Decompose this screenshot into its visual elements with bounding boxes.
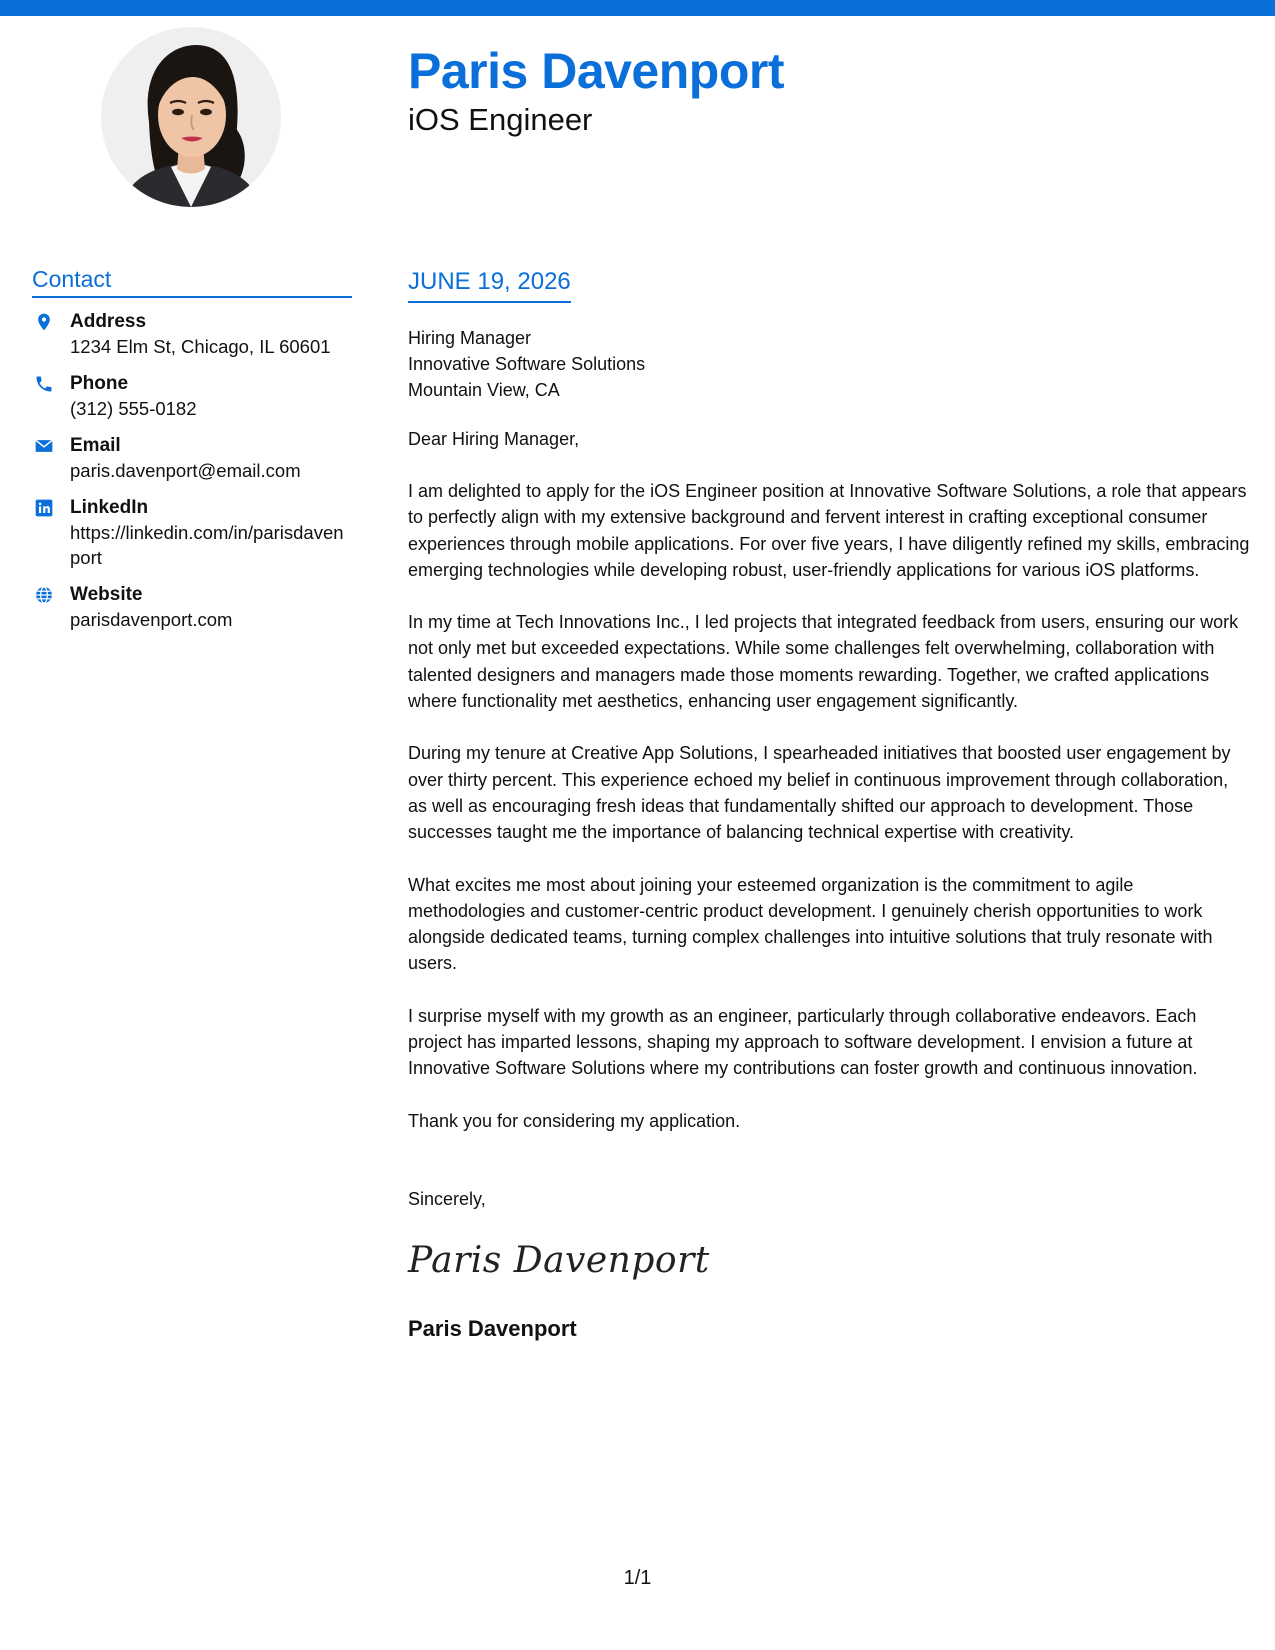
linkedin-value[interactable]: https://linkedin.com/in/parisdavenport bbox=[70, 522, 344, 568]
linkedin-icon bbox=[34, 498, 54, 518]
website-label: Website bbox=[70, 584, 143, 605]
body-paragraph: I am delighted to apply for the iOS Engineer position at Innovative Software Solutions, a role that appears to perfectly align with my extensive background and fervent interest in crafting exceptional consumer experiences through mobile applications. For over five years, I have diligently refined my skills, embracing emerging technologies while developing robust, user-friendly applications for various iOS platforms. bbox=[408, 481, 1250, 580]
map-pin-icon bbox=[34, 312, 54, 332]
contact-website bbox=[32, 583, 352, 632]
handwritten-signature: Paris Davenport bbox=[408, 1239, 710, 1281]
page-number: 1/1 bbox=[623, 1567, 652, 1589]
profile-photo bbox=[101, 27, 281, 207]
contact-heading: Contact bbox=[32, 266, 352, 298]
applicant-name: Paris Davenport bbox=[408, 43, 784, 99]
body-paragraph: In my time at Tech Innovations Inc., I led projects that integrated feedback from users, ensuring our work not only met but exceeded expectations. While some challenges felt overwhelming, collaboration with talented designers and managers made those moments rewarding. Together, we crafted applications where functionality met aesthetics, enhancing user engagement significantly. bbox=[408, 612, 1239, 712]
contact-email bbox=[32, 434, 352, 483]
phone-label: Phone bbox=[70, 373, 129, 394]
phone-icon bbox=[34, 374, 54, 394]
email-label: Email bbox=[70, 435, 121, 456]
address-label: Address bbox=[70, 311, 147, 332]
contact-linkedin bbox=[32, 496, 352, 570]
letter-body bbox=[408, 268, 1250, 1342]
body-paragraph: Thank you for considering my application. bbox=[408, 1110, 741, 1131]
email-value[interactable]: paris.davenport@email.com bbox=[70, 460, 301, 481]
letter-date: JUNE 19, 2026 bbox=[408, 268, 571, 303]
address-value: 1234 Elm St, Chicago, IL 60601 bbox=[70, 336, 331, 357]
job-title: iOS Engineer bbox=[408, 102, 593, 137]
body-paragraph: I surprise myself with my growth as an engineer, particularly through collaborative endeavors. Each project has imparted lessons, shaping my approach to software development. I envision a future at Innovative Software Solutions where my contributions can foster growth and continuous innovation. bbox=[408, 1005, 1198, 1079]
contact-phone bbox=[32, 372, 352, 421]
contact-sidebar bbox=[32, 266, 352, 645]
top-accent-bar bbox=[0, 0, 1275, 16]
signed-name: Paris Davenport bbox=[408, 1315, 577, 1341]
phone-value: (312) 555-0182 bbox=[70, 398, 197, 419]
recipient-line: Mountain View, CA bbox=[408, 380, 560, 400]
body-paragraph: During my tenure at Creative App Solutions, I spearheaded initiatives that boosted user engagement by over thirty percent. This experience echoed my belief in continuous improvement through collaboration, as well as encouraging fresh ideas that fundamentally shifted our approach to development. Those successes taught me the importance of balancing technical expertise with creativity. bbox=[408, 743, 1231, 843]
envelope-icon bbox=[34, 436, 54, 456]
salutation: Dear Hiring Manager, bbox=[408, 429, 580, 449]
recipient-block bbox=[408, 325, 1250, 403]
linkedin-label: LinkedIn bbox=[70, 497, 149, 518]
recipient-line: Innovative Software Solutions bbox=[408, 354, 646, 374]
globe-icon bbox=[34, 585, 54, 605]
contact-address bbox=[32, 310, 352, 359]
body-paragraph: What excites me most about joining your esteemed organization is the commitment to agile methodologies and customer-centric product development. I genuinely cherish opportunities to work alongside dedicated teams, turning complex challenges into intuitive solutions that truly resonate with users. bbox=[408, 874, 1213, 974]
website-value[interactable]: parisdavenport.com bbox=[70, 609, 233, 630]
recipient-line: Hiring Manager bbox=[408, 328, 532, 348]
closing: Sincerely, bbox=[408, 1188, 486, 1209]
